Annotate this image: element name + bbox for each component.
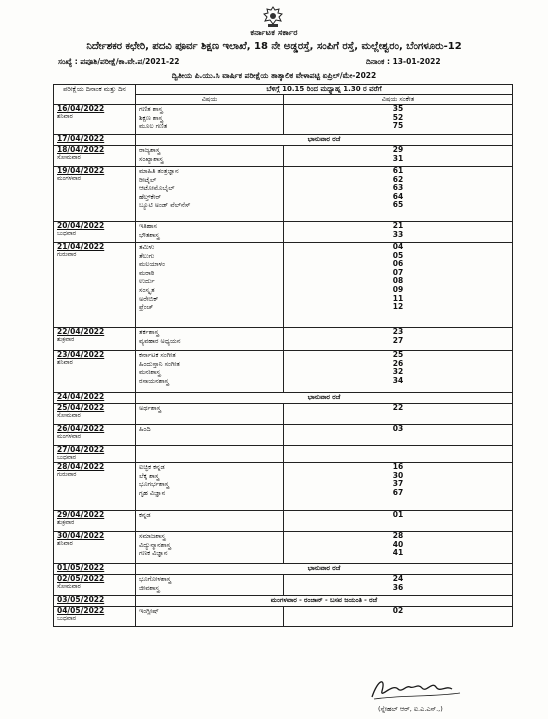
exam-date: 25/04/2022 — [57, 403, 105, 412]
table-row — [54, 404, 513, 425]
subject-name: ಭೌತಶಾಸ್ತ್ರ — [139, 230, 160, 239]
subject-code: 23 — [392, 327, 404, 336]
exam-date-cell — [54, 243, 136, 328]
table-row — [54, 564, 513, 575]
subject-code: 52 — [392, 112, 404, 122]
exam-day: ಗುರುವಾರ — [57, 471, 77, 478]
exam-date: 21/04/2022 — [57, 242, 105, 251]
subject-name: ಹಿಂದಿ — [139, 425, 151, 433]
subject-cell — [136, 446, 284, 463]
subject-code: 06 — [392, 259, 404, 269]
exam-day: ಗುರುವಾರ — [57, 251, 77, 258]
subject-name: ತರ್ಕಶಾಸ್ತ್ರ — [139, 328, 159, 336]
exam-date: 24/04/2022 — [57, 392, 105, 401]
subject-code: 04 — [392, 242, 404, 251]
subject-name: ಶಿಕ್ಷಣ ಶಾಸ್ತ್ರ — [139, 113, 163, 122]
subject-name: ಹೆಲ್ತ್‌ಕೇರ್ — [139, 192, 162, 201]
subject-name: ಸಮಾಜಶಾಸ್ತ್ರ — [139, 532, 166, 540]
signature — [352, 673, 472, 703]
subject-code: 63 — [392, 183, 404, 193]
exam-date-cell — [54, 575, 136, 596]
state-emblem-icon — [261, 6, 285, 28]
subject-code: 40 — [392, 539, 404, 549]
exam-date-cell — [54, 135, 136, 146]
table-row — [54, 425, 513, 446]
subject-code: 29 — [392, 145, 404, 154]
subject-code-cell — [284, 607, 513, 627]
subject-code: 12 — [392, 302, 404, 312]
table-row — [54, 446, 513, 463]
subject-name: ವಿದ್ಯುನ್ಮಾನಶಾಸ್ತ್ರ — [139, 540, 171, 549]
exam-date: 22/04/2022 — [57, 327, 105, 336]
subject-cell — [136, 105, 284, 135]
subject-name: ಭೂಗೋಳಶಾಸ್ತ್ರ — [139, 575, 171, 583]
exam-date: 23/04/2022 — [57, 350, 105, 359]
exam-date: 17/04/2022 — [57, 134, 105, 143]
subject-code: 31 — [392, 153, 404, 163]
subject-code: 35 — [392, 104, 404, 113]
subject-code-cell — [284, 222, 513, 243]
subject-column-header: ವಿಷಯ — [136, 95, 284, 105]
exam-day: ಶನಿವಾರ — [57, 359, 73, 366]
subject-code: 24 — [392, 574, 404, 583]
subject-cell — [136, 328, 284, 351]
subject-name: ತಮಿಳು — [139, 243, 155, 251]
document-title: ದ್ವಿತೀಯ ಪಿ.ಯು.ಸಿ ವಾರ್ಷಿಕ ಪರೀಕ್ಷೆಯ ತಾತ್ಕಾಲಿಕ ವೇಳಾಪಟ್ಟಿ ಏಪ್ರಿಲ್/ಮೇ-2022 — [171, 71, 377, 80]
subject-code-cell — [284, 146, 513, 167]
subject-cell — [136, 575, 284, 596]
subject-cell — [136, 351, 284, 393]
exam-day: ಶುಕ್ರವಾರ — [57, 519, 75, 526]
exam-day: ಸೋಮವಾರ — [57, 412, 81, 419]
exam-date-cell — [54, 511, 136, 532]
exam-day: ಸೋಮವಾರ — [57, 583, 81, 590]
subject-code: 67 — [392, 487, 404, 497]
table-row — [54, 328, 513, 351]
table-row — [54, 463, 513, 511]
subject-code-cell — [284, 425, 513, 446]
exam-date: 16/04/2022 — [57, 104, 105, 113]
exam-day: ಮಂಗಳವಾರ — [57, 433, 82, 440]
subject-name: ರಾಜ್ಯಶಾಸ್ತ್ರ — [139, 146, 161, 154]
exam-day: ಮಂಗಳವಾರ — [57, 175, 82, 182]
table-row — [54, 532, 513, 564]
table-row — [54, 167, 513, 222]
subject-code: 22 — [392, 403, 404, 412]
subject-code-cell — [284, 532, 513, 564]
subject-name: ಕರ್ನಾಟಕ ಸಂಗೀತ — [139, 351, 176, 359]
subject-code-cell — [284, 167, 513, 222]
subject-name: ಹಿಂದುಸ್ತಾನಿ ಸಂಗೀತ — [139, 359, 180, 368]
exam-day: ಬುಧವಾರ — [57, 230, 76, 237]
subject-code: 37 — [392, 479, 404, 489]
table-row — [54, 243, 513, 328]
subject-cell — [136, 532, 284, 564]
subject-code-cell — [284, 446, 513, 463]
exam-day: ಶನಿವಾರ — [57, 113, 73, 120]
exam-date: 01/05/2022 — [57, 563, 105, 572]
exam-date: 27/04/2022 — [57, 445, 105, 454]
reference-number: ಸಂಖ್ಯೆ : ಪಪೂಶಿ/ಪರೀಕ್ಷೆ/ಕಾ.ವೇ.ಪ/2021-22 — [58, 57, 180, 66]
exam-date-cell — [54, 393, 136, 404]
exam-date: 20/04/2022 — [57, 221, 105, 230]
subject-code: 41 — [392, 548, 404, 558]
subject-code: 33 — [392, 229, 404, 239]
subject-code: 27 — [392, 335, 404, 345]
exam-date: 02/05/2022 — [57, 574, 105, 583]
holiday-note: ಭಾನುವಾರ ರಜೆ — [136, 393, 513, 404]
subject-code: 08 — [392, 276, 404, 286]
subject-name: ಜೀವಶಾಸ್ತ್ರ — [139, 583, 160, 592]
subject-name: ಕನ್ನಡ — [139, 511, 151, 519]
holiday-note: ಮಂಗಳವಾರ - ರಂಜಾನ್ - ಬಸವ ಜಯಂತಿ - ರಜೆ — [136, 596, 513, 607]
exam-day: ಸೋಮವಾರ — [57, 154, 81, 161]
subject-code: 64 — [392, 191, 404, 201]
subject-code: 75 — [392, 121, 404, 131]
exam-date-cell — [54, 222, 136, 243]
subject-code: 02 — [392, 606, 404, 615]
subject-code-cell — [284, 328, 513, 351]
exam-date-cell — [54, 463, 136, 511]
subject-code: 05 — [392, 250, 404, 260]
subject-code: 07 — [392, 267, 404, 277]
exam-date: 19/04/2022 — [57, 166, 105, 175]
subject-name: ತೆಲುಗು — [139, 251, 155, 260]
subject-code-cell — [284, 351, 513, 393]
exam-date-cell — [54, 596, 136, 607]
subject-name: ಮಲಯಾಳಂ — [139, 260, 166, 269]
subject-name: ಸಂಖ್ಯಾಶಾಸ್ತ್ರ — [139, 154, 164, 163]
exam-date-cell — [54, 105, 136, 135]
code-column-header: ವಿಷಯ ಸಂಕೇತ — [284, 95, 513, 105]
table-row — [54, 511, 513, 532]
exam-day: ಬುಧವಾರ — [57, 454, 76, 461]
subject-name: ರಸಾಯನಶಾಸ್ತ್ರ — [139, 376, 169, 385]
timetable-body — [54, 105, 513, 627]
table-row — [54, 607, 513, 627]
exam-date: 29/04/2022 — [57, 510, 105, 519]
subject-name: ಗಣಕ ವಿಜ್ಞಾನ — [139, 549, 168, 558]
subject-cell — [136, 607, 284, 627]
subject-name: ಇಂಗ್ಲೀಷ್ — [139, 607, 159, 615]
subject-name: ಬ್ಯೂಟಿ ಅಂಡ್ ವೆಲ್‌ನೆಸ್ — [139, 201, 191, 210]
exam-timetable — [53, 84, 513, 627]
exam-date: 28/04/2022 — [57, 462, 105, 471]
exam-date-cell — [54, 446, 136, 463]
subject-code-cell — [284, 105, 513, 135]
signatory-name: (ಸ್ನೇಹಲ್ ಆರ್, ಐ.ಎ.ಎಸ್.,) — [378, 705, 443, 713]
exam-date-cell — [54, 351, 136, 393]
subject-name: ಲೆಕ್ಕ ಶಾಸ್ತ್ರ — [139, 471, 160, 480]
exam-date-cell — [54, 146, 136, 167]
exam-time-header: ಬೆಳಿಗ್ಗೆ 10.15 ರಿಂದ ಮಧ್ಯಾಹ್ನ 1.30 ರ ವರೆಗೆ — [136, 85, 513, 95]
holiday-note: ಭಾನುವಾರ ರಜೆ — [136, 135, 513, 146]
exam-date-cell — [54, 404, 136, 425]
exam-date: 18/04/2022 — [57, 145, 105, 154]
holiday-note: ಭಾನುವಾರ ರಜೆ — [136, 564, 513, 575]
subject-code: 32 — [392, 367, 404, 377]
exam-day: ಶನಿವಾರ — [57, 540, 73, 547]
table-row — [54, 135, 513, 146]
exam-date-cell — [54, 564, 136, 575]
subject-code: 28 — [392, 531, 404, 540]
subject-code: 09 — [392, 284, 404, 294]
table-row — [54, 222, 513, 243]
subject-name: ಆಟೋಮೊಬೈಲ್ — [139, 184, 175, 193]
subject-code: 25 — [392, 350, 404, 359]
subject-code-cell — [284, 243, 513, 328]
table-row — [54, 393, 513, 404]
exam-date: 04/05/2022 — [57, 606, 105, 615]
subject-cell — [136, 511, 284, 532]
subject-code: 30 — [392, 470, 404, 480]
issue-date: ದಿನಾಂಕ : 13-01-2022 — [366, 57, 441, 66]
subject-name: ಭೂಗರ್ಭಶಾಸ್ತ್ರ — [139, 480, 169, 489]
exam-date: 03/05/2022 — [57, 595, 105, 604]
subject-name: ಉರ್ದು — [139, 277, 155, 286]
subject-code: 21 — [392, 221, 404, 230]
subject-name: ಮನಃಶಾಸ್ತ್ರ — [139, 368, 161, 377]
subject-code: 01 — [392, 510, 404, 519]
exam-day: ಬುಧವಾರ — [57, 615, 76, 622]
date-column-header: ಪರೀಕ್ಷೆಯ ದಿನಾಂಕ ಮತ್ತು ದಿನ — [54, 85, 136, 105]
table-row — [54, 575, 513, 596]
subject-cell — [136, 463, 284, 511]
subject-code-cell — [284, 404, 513, 425]
subject-cell — [136, 404, 284, 425]
subject-name: ಇತಿಹಾಸ — [139, 222, 157, 230]
exam-date: 30/04/2022 — [57, 531, 105, 540]
exam-date: 26/04/2022 — [57, 424, 105, 433]
subject-name: ರೀಟೈಲ್ — [139, 175, 157, 184]
subject-code: 03 — [392, 424, 404, 433]
subject-code: 65 — [392, 200, 404, 210]
exam-day: ಶುಕ್ರವಾರ — [57, 336, 75, 343]
subject-name: ಗಣಿತ ಶಾಸ್ತ್ರ — [139, 105, 163, 113]
subject-code-cell — [284, 463, 513, 511]
government-name: ಕರ್ನಾಟಕ ಸರ್ಕಾರ — [250, 28, 298, 37]
subject-name: ಮೂಲ ಗಣಿತ — [139, 122, 168, 131]
table-row — [54, 596, 513, 607]
exam-date-cell — [54, 532, 136, 564]
subject-name: ಮರಾಠಿ — [139, 268, 155, 277]
subject-name: ವ್ಯವಹಾರ ಅಧ್ಯಯನ — [139, 336, 181, 345]
table-row — [54, 105, 513, 135]
subject-code: 26 — [392, 358, 404, 368]
subject-name: ಮಾಹಿತಿ ತಂತ್ರಜ್ಞಾನ — [139, 167, 179, 175]
table-row — [54, 351, 513, 393]
table-row — [54, 146, 513, 167]
subject-code: 11 — [392, 293, 404, 303]
subject-name: ಅರ್ಥಶಾಸ್ತ್ರ — [139, 404, 161, 412]
subject-name: ಗೃಹ ವಿಜ್ಞಾನ — [139, 488, 166, 497]
subject-code: 16 — [392, 462, 404, 471]
subject-cell — [136, 167, 284, 222]
subject-name: ಅರೇಬಿಕ್ — [139, 294, 159, 303]
subject-name: ಫ್ರೆಂಚ್ — [139, 303, 154, 312]
exam-date-cell — [54, 328, 136, 351]
subject-code: 34 — [392, 375, 404, 385]
subject-name: ಐಚ್ಛಿಕ ಕನ್ನಡ — [139, 463, 165, 471]
subject-cell — [136, 243, 284, 328]
exam-date-cell — [54, 607, 136, 627]
office-address: ನಿರ್ದೇಶಕರ ಕಛೇರಿ, ಪದವಿ ಪೂರ್ವ ಶಿಕ್ಷಣ ಇಲಾಖೆ, 18 ನೇ ಅಡ್ಡರಸ್ತೆ, ಸಂಪಿಗೆ ರಸ್ತೆ, ಮಲ್ಲೇಶ್ವರಂ, ಬೆಂಗಳೂರು-12 — [86, 41, 462, 52]
subject-code: 36 — [392, 582, 404, 592]
subject-code: 61 — [392, 166, 404, 175]
subject-code: 62 — [392, 174, 404, 184]
exam-date-cell — [54, 425, 136, 446]
subject-cell — [136, 146, 284, 167]
exam-date-cell — [54, 167, 136, 222]
subject-code-cell — [284, 575, 513, 596]
subject-name: ಸಂಸ್ಕೃತ — [139, 285, 155, 294]
subject-code-cell — [284, 511, 513, 532]
subject-cell — [136, 222, 284, 243]
subject-cell — [136, 425, 284, 446]
